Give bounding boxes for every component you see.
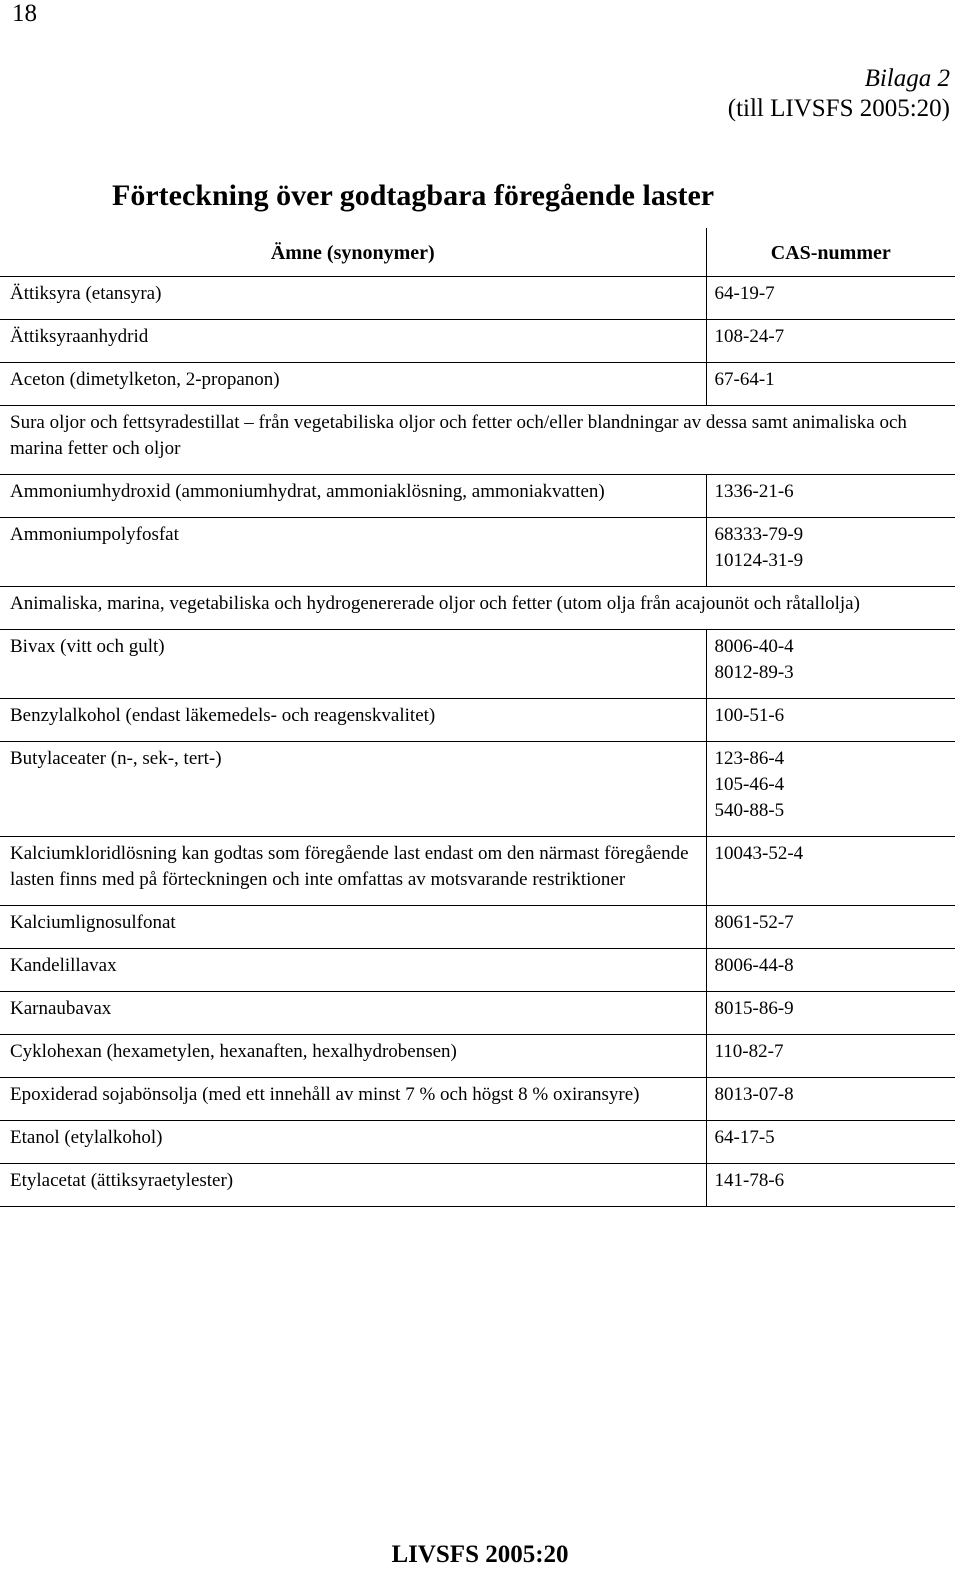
cas-number: 141-78-6 xyxy=(714,1170,785,1191)
substance-name: Etylacetat (ättiksyraetylester) xyxy=(0,1164,706,1207)
cas-number: 10124-31-9 xyxy=(714,550,804,571)
header-cas-number: CAS-nummer xyxy=(706,228,955,277)
cas-number-cell xyxy=(706,1164,955,1207)
appendix-reference: (till LIVSFS 2005:20) xyxy=(727,95,950,122)
substance-name: Kalciumkloridlösning kan godtas som föregående last endast om den närmast föregående lasten finns med på förteckningen och inte omfattas av motsvarande restriktioner xyxy=(0,837,706,906)
table-row xyxy=(0,699,955,742)
substance-name: Animaliska, marina, vegetabiliska och hydrogenererade oljor och fetter (utom olja från acajounöt och råtallolja) xyxy=(0,587,955,630)
cas-number: 8006-44-8 xyxy=(714,955,794,976)
substance-table xyxy=(0,228,955,1207)
table-row xyxy=(0,992,955,1035)
document-title: Förteckning över godtagbara föregående laster xyxy=(112,179,715,212)
cas-number: 110-82-7 xyxy=(714,1041,784,1062)
footer-reference: LIVSFS 2005:20 xyxy=(391,1541,569,1568)
table-row xyxy=(0,949,955,992)
substance-name: Cyklohexan (hexametylen, hexanaften, hexalhydrobensen) xyxy=(0,1035,706,1078)
substance-name: Sura oljor och fettsyradestillat – från vegetabiliska oljor och fetter och/eller blandningar av dessa samt animaliska och marina fetter och oljor xyxy=(0,406,955,475)
cas-number: 1336-21-6 xyxy=(714,481,794,502)
cas-number-cell xyxy=(706,518,955,587)
page-number: 18 xyxy=(12,0,37,27)
table-row xyxy=(0,320,955,363)
table-row xyxy=(0,1164,955,1207)
appendix-title: Bilaga 2 xyxy=(864,65,950,92)
header-substance: Ämne (synonymer) xyxy=(270,242,435,264)
table-row xyxy=(0,1078,955,1121)
cas-number-cell xyxy=(706,837,955,906)
table-row xyxy=(0,363,955,406)
substance-name: Aceton (dimetylketon, 2-propanon) xyxy=(0,363,706,406)
substance-name: Kandelillavax xyxy=(0,949,706,992)
substance-name: Kalciumlignosulfonat xyxy=(0,906,706,949)
table-row xyxy=(0,1121,955,1164)
table-row xyxy=(0,475,955,518)
table-row xyxy=(0,406,955,475)
cas-number-cell xyxy=(706,1035,955,1078)
substance-name: Ättiksyraanhydrid xyxy=(0,320,706,363)
substance-name: Benzylalkohol (endast läkemedels- och reagenskvalitet) xyxy=(0,699,706,742)
table-row xyxy=(0,630,955,699)
cas-number: 10043-52-4 xyxy=(714,843,804,864)
cas-number: 540-88-5 xyxy=(714,800,785,821)
substance-name: Ammoniumhydroxid (ammoniumhydrat, ammoniaklösning, ammoniakvatten) xyxy=(0,475,706,518)
table-row xyxy=(0,277,955,320)
table-body xyxy=(0,277,955,1207)
substance-name: Ammoniumpolyfosfat xyxy=(0,518,706,587)
cas-number-cell xyxy=(706,742,955,837)
cas-number: 67-64-1 xyxy=(714,369,775,390)
cas-number: 8015-86-9 xyxy=(714,998,794,1019)
table-row xyxy=(0,518,955,587)
cas-number: 100-51-6 xyxy=(714,705,785,726)
substance-name: Butylaceater (n-, sek-, tert-) xyxy=(0,742,706,837)
substance-name: Bivax (vitt och gult) xyxy=(0,630,706,699)
cas-number-cell xyxy=(706,699,955,742)
cas-number: 68333-79-9 xyxy=(714,524,804,545)
table-row xyxy=(0,587,955,630)
cas-number: 8006-40-4 xyxy=(714,636,794,657)
cas-number: 64-19-7 xyxy=(714,283,775,304)
cas-number-cell xyxy=(706,630,955,699)
cas-number-cell xyxy=(706,906,955,949)
cas-number-cell xyxy=(706,949,955,992)
cas-number-cell xyxy=(706,992,955,1035)
cas-number-cell xyxy=(706,363,955,406)
substance-name: Ättiksyra (etansyra) xyxy=(0,277,706,320)
table-row xyxy=(0,906,955,949)
cas-number: 123-86-4 xyxy=(714,748,785,769)
cas-number: 105-46-4 xyxy=(714,774,785,795)
table-row xyxy=(0,1035,955,1078)
cas-number: 8061-52-7 xyxy=(714,912,794,933)
cas-number-cell xyxy=(706,1121,955,1164)
substance-name: Epoxiderad sojabönsolja (med ett innehåll av minst 7 % och högst 8 % oxiransyre) xyxy=(0,1078,706,1121)
substance-name: Karnaubavax xyxy=(0,992,706,1035)
cas-number-cell xyxy=(706,1078,955,1121)
appendix-label xyxy=(728,64,950,124)
cas-number: 8012-89-3 xyxy=(714,662,794,683)
cas-number: 108-24-7 xyxy=(714,326,785,347)
cas-number: 64-17-5 xyxy=(714,1127,775,1148)
cas-number-cell xyxy=(706,277,955,320)
table-row xyxy=(0,837,955,906)
cas-number-cell xyxy=(706,475,955,518)
cas-number: 8013-07-8 xyxy=(714,1084,794,1105)
table-header-row xyxy=(0,228,955,277)
cas-number-cell xyxy=(706,320,955,363)
substance-name: Etanol (etylalkohol) xyxy=(0,1121,706,1164)
table-row xyxy=(0,742,955,837)
